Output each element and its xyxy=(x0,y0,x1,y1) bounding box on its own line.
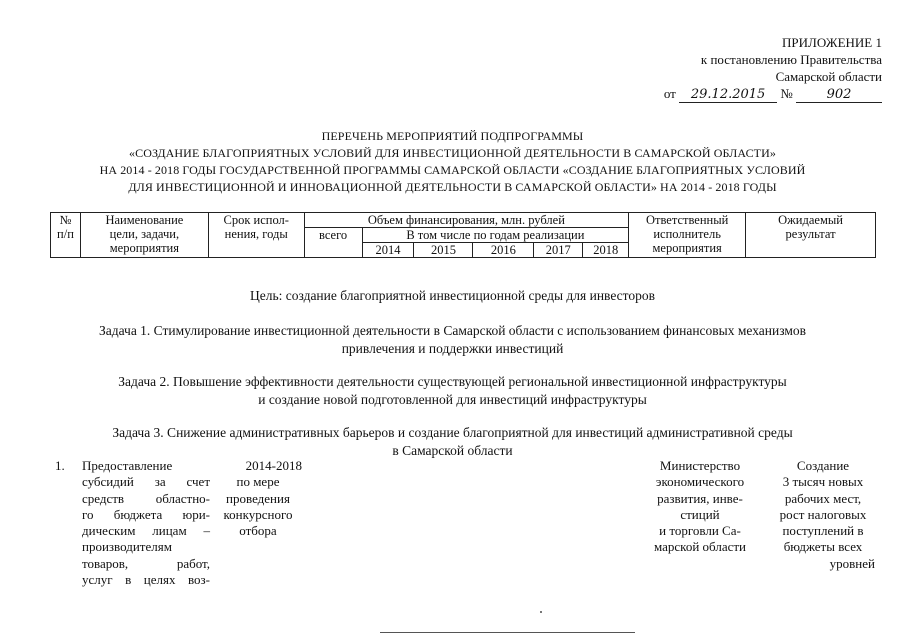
header-num: № п/п xyxy=(51,213,81,258)
header-year-2017: 2017 xyxy=(534,243,583,258)
title-line-3: НА 2014 - 2018 ГОДЫ ГОСУДАРСТВЕННОЙ ПРОГРАММЫ САМАРСКОЙ ОБЛАСТИ «СОЗДАНИЕ БЛАГОПРИЯТНЫХ УСЛОВИЙ xyxy=(99,163,806,177)
header-year-2018: 2018 xyxy=(583,243,629,258)
header-responsible: Ответственный исполнитель мероприятия xyxy=(629,213,746,258)
document-title xyxy=(30,128,875,196)
appendix-region: Самарской области xyxy=(775,69,882,84)
header-total: всего xyxy=(304,228,362,258)
title-line-2: «СОЗДАНИЕ БЛАГОПРИЯТНЫХ УСЛОВИЙ ДЛЯ ИНВЕСТИЦИОННОЙ ДЕЯТЕЛЬНОСТИ В САМАРСКОЙ ОБЛАСТИ» xyxy=(129,146,776,160)
header-year-2016: 2016 xyxy=(473,243,534,258)
appendix-block xyxy=(600,34,882,103)
header-by-years: В том числе по годам реализации xyxy=(362,228,629,243)
number-prefix: № xyxy=(780,86,793,101)
header-volume: Объем финансирования, млн. рублей xyxy=(304,213,629,228)
header-year-2015: 2015 xyxy=(414,243,473,258)
task-2: Задача 2. Повышение эффективности деятельности существующей региональной инвестиционной инфраструктуры и создание новой подготовленной для инвестиций инфраструктуры xyxy=(118,374,787,407)
row1-term: 2014-2018 по мере проведения конкурсного отбора xyxy=(223,458,302,539)
date-prefix: от xyxy=(663,86,676,101)
title-line-1: ПЕРЕЧЕНЬ МЕРОПРИЯТИЙ ПОДПРОГРАММЫ xyxy=(321,129,584,143)
appendix-date-number xyxy=(600,85,882,103)
bottom-rule xyxy=(380,632,635,633)
title-line-4: ДЛЯ ИНВЕСТИЦИОННОЙ И ИННОВАЦИОННОЙ ДЕЯТЕЛЬНОСТИ В САМАРСКОЙ ОБЛАСТИ» НА 2014 - 2018 ГОДЫ xyxy=(128,180,777,194)
header-term: Срок испол- нения, годы xyxy=(208,213,304,258)
number-handwritten: 902 xyxy=(796,88,882,103)
table-header xyxy=(50,212,876,258)
row1-result: Создание 3 тысяч новых рабочих мест, рост налоговых поступлений в бюджеты всех уровней xyxy=(779,458,875,571)
header-year-2014: 2014 xyxy=(362,243,414,258)
row1-name: Предоставление субсидий за счет средств областно- го бюджета юри- дическим лицам – производителям товаров, работ, услуг в целях воз- xyxy=(82,458,210,588)
header-result: Ожидаемый результат xyxy=(746,213,876,258)
goal-text: Цель: создание благоприятной инвестиционной среды для инвесторов xyxy=(249,288,656,303)
task-1: Задача 1. Стимулирование инвестиционной деятельности в Самарской области с использованием финансовых механизмов привлечения и поддержки инвестиций xyxy=(98,323,807,356)
task-3: Задача 3. Снижение административных барьеров и создание благоприятной для инвестиций административной среды в Самарской области xyxy=(112,425,793,458)
date-handwritten: 29.12.2015 xyxy=(679,88,777,103)
appendix-resolution: к постановлению Правительства xyxy=(700,52,882,67)
appendix-title: ПРИЛОЖЕНИЕ 1 xyxy=(782,35,882,50)
scan-dot xyxy=(540,611,542,613)
row1-num: 1. xyxy=(55,458,65,473)
row1-responsible: Министерство экономического развития, инве- стиций и торговли Са- марской области xyxy=(654,458,746,555)
header-name: Наименование цели, задачи, мероприятия xyxy=(80,213,208,258)
